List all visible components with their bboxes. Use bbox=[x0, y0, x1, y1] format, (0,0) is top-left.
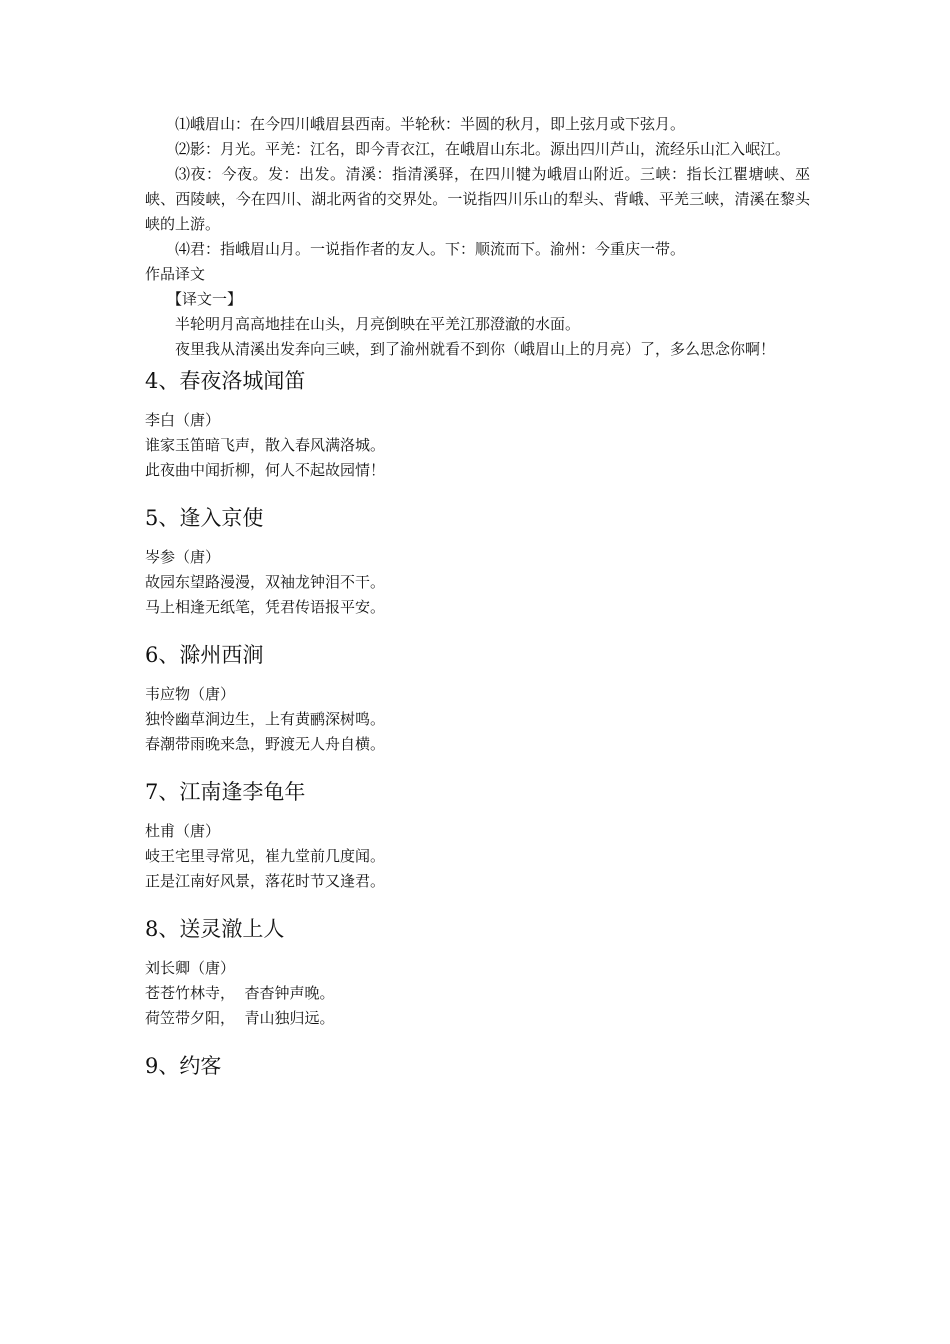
translation-heading: 作品译文 bbox=[145, 265, 206, 283]
poem-line: 荷笠带夕阳， 青山独归远。 bbox=[145, 1009, 335, 1027]
poem-section bbox=[145, 366, 810, 483]
poem-section bbox=[145, 777, 810, 894]
poem-section bbox=[145, 640, 810, 757]
translation-paragraph-1: 半轮明月高高地挂在山头，月亮倒映在平羌江那澄澈的水面。 bbox=[175, 315, 581, 333]
poem-title: 6、滁州西涧 bbox=[145, 643, 264, 667]
annotation-note-4: ⑷君：指峨眉山月。一说指作者的友人。下：顺流而下。渝州：今重庆一带。 bbox=[175, 240, 686, 258]
poem-line: 岐王宅里寻常见，崔九堂前几度闻。 bbox=[145, 847, 386, 865]
poem-line: 正是江南好风景，落花时节又逢君。 bbox=[145, 872, 386, 890]
document-page bbox=[145, 112, 810, 1081]
poem-line: 故园东望路漫漫，双袖龙钟泪不干。 bbox=[145, 573, 386, 591]
poem-section bbox=[145, 1051, 810, 1081]
poem-title: 5、逢入京使 bbox=[145, 506, 264, 530]
poem-title: 7、江南逢李龟年 bbox=[145, 780, 306, 804]
poem-line: 苍苍竹林寺， 杳杳钟声晚。 bbox=[145, 984, 335, 1002]
poem-line: 谁家玉笛暗飞声，散入春风满洛城。 bbox=[145, 436, 386, 454]
poem-author: 李白（唐） bbox=[145, 411, 221, 429]
poem-author: 刘长卿（唐） bbox=[145, 959, 236, 977]
poem-author: 韦应物（唐） bbox=[145, 685, 236, 703]
annotation-note-3: ⑶夜：今夜。发：出发。清溪：指清溪驿，在四川犍为峨眉山附近。三峡：指长江瞿塘峡、巫峡、西陵峡，今在四川、湖北两省的交界处。一说指四川乐山的犁头、背峨、平羌三峡，清溪在黎头峡的上游。 bbox=[145, 165, 810, 233]
poem-author: 杜甫（唐） bbox=[145, 822, 221, 840]
translation-subheading: 【译文一】 bbox=[167, 290, 243, 308]
annotation-note-2: ⑵影：月光。平羌：江名，即今青衣江，在峨眉山东北。源出四川芦山，流经乐山汇入岷江。 bbox=[175, 140, 791, 158]
translation-paragraph-2: 夜里我从清溪出发奔向三峡，到了渝州就看不到你（峨眉山上的月亮）了，多么思念你啊！ bbox=[175, 340, 776, 358]
poem-title: 8、送灵澈上人 bbox=[145, 917, 285, 941]
poem-line: 独怜幽草涧边生，上有黄鹂深树鸣。 bbox=[145, 710, 386, 728]
poem-title: 9、约客 bbox=[145, 1054, 222, 1078]
poem-section bbox=[145, 503, 810, 620]
annotation-note-1: ⑴峨眉山：在今四川峨眉县西南。半轮秋：半圆的秋月，即上弦月或下弦月。 bbox=[175, 115, 686, 133]
poem-line: 马上相逢无纸笔，凭君传语报平安。 bbox=[145, 598, 386, 616]
poem-line: 春潮带雨晚来急，野渡无人舟自横。 bbox=[145, 735, 386, 753]
poem-line: 此夜曲中闻折柳，何人不起故园情！ bbox=[145, 461, 386, 479]
poem-author: 岑参（唐） bbox=[145, 548, 221, 566]
poem-section bbox=[145, 914, 810, 1031]
poem-title: 4、春夜洛城闻笛 bbox=[145, 369, 306, 393]
